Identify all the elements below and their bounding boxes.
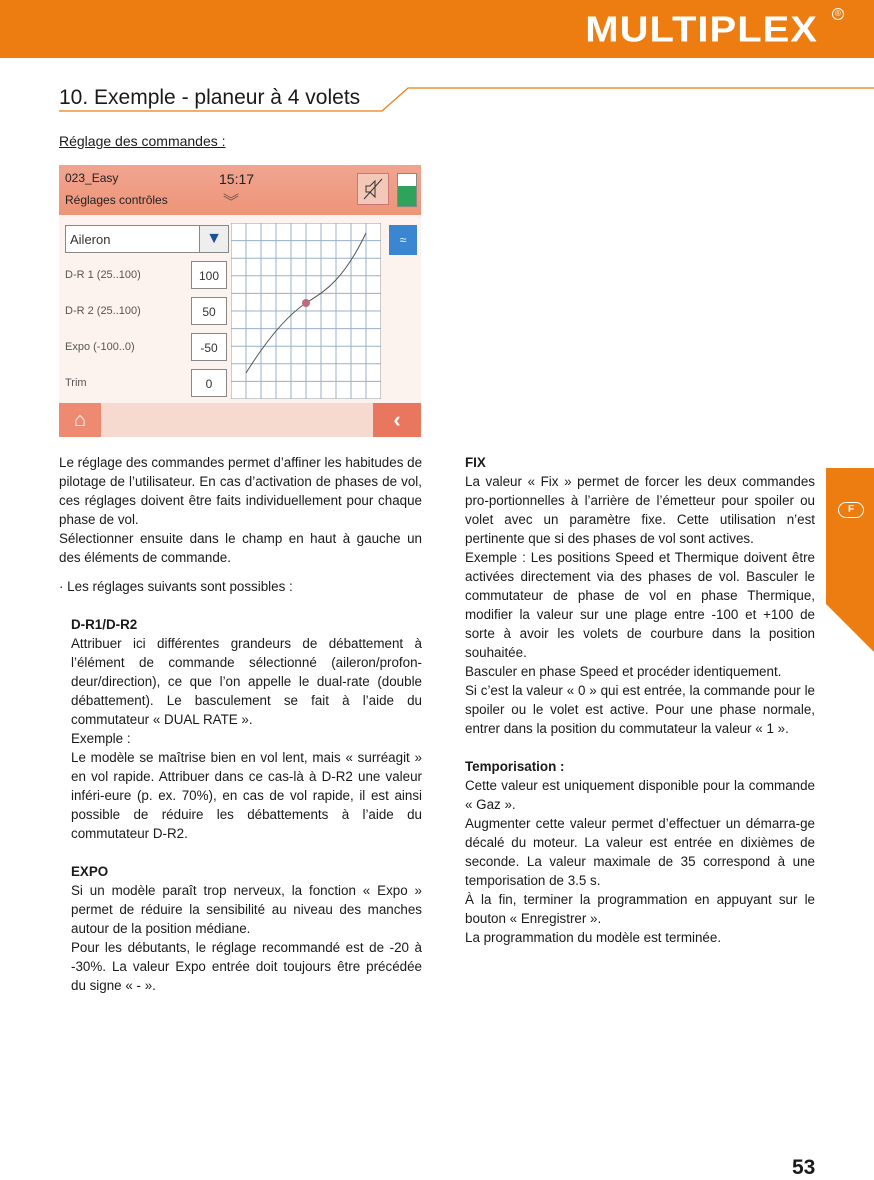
expo-heading: EXPO bbox=[71, 864, 109, 879]
dr-text: Attribuer ici différentes grandeurs de débattement à l’élément de commande sélectionné (aileron/profon-deur/direction), ce que l’on appelle le dual-rate (double débattement). Le basculement se fait à l’aide du commutateur « DUAL RATE ». bbox=[71, 636, 422, 727]
screen-footer bbox=[59, 403, 421, 437]
curve-icon[interactable]: ≈ bbox=[389, 225, 417, 255]
field-label-dr1: D-R 1 (25..100) bbox=[65, 269, 141, 281]
field-label-dr2: D-R 2 (25..100) bbox=[65, 305, 141, 317]
field-value-dr2[interactable]: 50 bbox=[191, 297, 227, 325]
control-select[interactable] bbox=[65, 225, 229, 253]
right-text-column bbox=[465, 453, 815, 947]
response-curve-graph bbox=[231, 223, 381, 399]
dropdown-arrow-icon[interactable]: ▼ bbox=[199, 226, 228, 252]
tempo-text-4: La programmation du modèle est terminée. bbox=[465, 930, 722, 945]
page-number: 53 bbox=[792, 1156, 816, 1179]
language-side-tab bbox=[826, 468, 874, 652]
dr-example-label: Exemple : bbox=[71, 731, 131, 746]
header-bar bbox=[0, 0, 874, 58]
model-name: 023_Easy bbox=[65, 171, 119, 185]
field-value-trim[interactable]: 0 bbox=[191, 369, 227, 397]
screen-header bbox=[59, 165, 421, 215]
double-chevron-down-icon[interactable]: ︾ bbox=[223, 194, 240, 211]
settings-bullet: · Les réglages suivants sont possibles : bbox=[59, 579, 293, 594]
tempo-text-2: Augmenter cette valeur permet d’effectuer un démarra-ge décalé du moteur. La valeur est entrée en dixièmes de seconde. La valeur maximale de 35 correspond à une temporisation de 3.5 s. bbox=[465, 816, 815, 888]
tempo-text-3: À la fin, terminer la programmation en appuyant sur le bouton « Enregistrer ». bbox=[465, 892, 815, 926]
mute-speaker-icon[interactable] bbox=[357, 173, 389, 205]
language-badge: F bbox=[838, 502, 864, 518]
intro-paragraph-2: Sélectionner ensuite dans le champ en haut à gauche un des éléments de commande. bbox=[59, 531, 422, 565]
dr-example-text: Le modèle se maîtrise bien en vol lent, mais « surréagit » en vol rapide. Attribuer dans ce cas-là à D-R2 une valeur inféri-eure (p. ex. 70%), en cas de vol rapide, il est ainsi possible de réduire les débattements à l’aide du commutateur D-R2. bbox=[71, 750, 422, 841]
fix-text-4: Si c’est la valeur « 0 » qui est entrée, la commande pour le spoiler ou le volet est active. Pour une phase normale, entrer dans la position du commutateur la valeur « 1 ». bbox=[465, 683, 815, 736]
fix-text-2: Exemple : Les positions Speed et Thermique doivent être activées directement via des phases de vol. Basculer le commutateur de phase de vol en phase Thermique, modifier la valeur sur une plage entre -100 et +100 de sorte à avoir les volets de courbure dans la position souhaitée. bbox=[465, 550, 815, 660]
fix-text-1: La valeur « Fix » permet de forcer les deux commandes pro-portionnelles à l’arrière de l’émetteur pour spoiler ou volet avec un paramètre fixe. Cette utilisation n’est pertinente que si des phases de vol sont actives. bbox=[465, 474, 815, 546]
device-screenshot bbox=[59, 165, 421, 437]
fix-heading: FIX bbox=[465, 455, 486, 470]
expo-text-2: Pour les débutants, le réglage recommandé est de -20 à -30%. La valeur Expo entrée doit toujours être précédée du signe « - ». bbox=[71, 940, 422, 993]
brand-logo: MULTIPLEX bbox=[585, 10, 818, 50]
screen-title: Réglages contrôles bbox=[65, 193, 168, 207]
page-title: 10. Exemple - planeur à 4 volets bbox=[59, 86, 361, 109]
expo-text-1: Si un modèle paraît trop nerveux, la fonction « Expo » permet de réduire la sensibilité au niveau des manches autour de la position médiane. bbox=[71, 883, 422, 936]
clock: 15:17 bbox=[219, 171, 255, 187]
tempo-heading: Temporisation : bbox=[465, 759, 565, 774]
tempo-text-1: Cette valeur est uniquement disponible pour la commande « Gaz ». bbox=[465, 778, 815, 812]
fix-text-3: Basculer en phase Speed et procéder identiquement. bbox=[465, 664, 782, 679]
section-subheading: Réglage des commandes : bbox=[59, 133, 226, 149]
field-label-trim: Trim bbox=[65, 377, 87, 389]
field-label-expo: Expo (-100..0) bbox=[65, 341, 135, 353]
intro-paragraph-1: Le réglage des commandes permet d’affiner les habitudes de pilotage de l’utilisateur. En cas d’activation de phases de vol, ces réglages doivent être faits individuellement pour chaque phase de vol. bbox=[59, 455, 423, 527]
control-select-value: Aileron bbox=[70, 232, 111, 247]
dr-heading: D-R1/D-R2 bbox=[71, 617, 138, 632]
back-arrow-icon[interactable]: ‹ bbox=[373, 403, 421, 437]
home-icon[interactable]: ⌂ bbox=[59, 403, 101, 437]
battery-icon bbox=[397, 173, 417, 207]
field-value-dr1[interactable]: 100 bbox=[191, 261, 227, 289]
field-value-expo[interactable]: -50 bbox=[191, 333, 227, 361]
left-text-column bbox=[59, 453, 422, 995]
registered-mark: ® bbox=[832, 8, 844, 20]
